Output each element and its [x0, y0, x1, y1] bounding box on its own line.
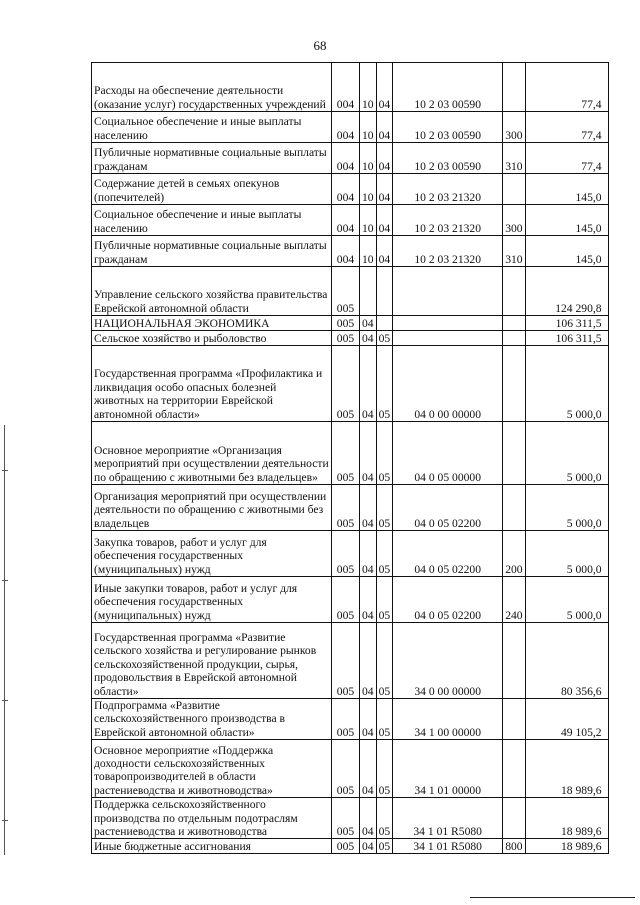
table-row: [92, 740, 609, 798]
row-section: 04: [360, 316, 377, 331]
row-section: 10: [360, 143, 377, 174]
row-section: 04: [360, 699, 377, 740]
row-amount: 145,0: [525, 205, 608, 236]
table-row: [92, 316, 609, 331]
row-amount: 145,0: [525, 174, 608, 205]
table-row: [92, 143, 609, 174]
row-subsection: 05: [376, 531, 393, 577]
row-name: Управление сельского хозяйства правительства Еврейской автономной области: [92, 267, 332, 316]
row-ministry: 004: [332, 63, 360, 112]
row-amount: 77,4: [525, 112, 608, 143]
table-row: [92, 205, 609, 236]
row-target-code: 10 2 03 21320: [393, 205, 503, 236]
row-name: Государственная программа «Профилактика и ликвидация особо опасных болезней животных на территории Еврейской автономной области»: [92, 346, 332, 422]
row-subsection: 05: [376, 798, 393, 839]
row-target-code: 04 0 05 02200: [393, 485, 503, 531]
row-expense-type: [503, 699, 525, 740]
table-row: [92, 346, 609, 422]
row-subsection: 05: [376, 346, 393, 422]
row-target-code: 04 0 00 00000: [393, 346, 503, 422]
row-name: Организация мероприятий при осуществлении деятельности по обращению с животными без владельцев: [92, 485, 332, 531]
row-ministry: 005: [332, 577, 360, 623]
table-row: [92, 174, 609, 205]
row-amount: 5 000,0: [525, 346, 608, 422]
row-name: Государственная программа «Развитие сельского хозяйства и регулирование рынков сельскохозяйственной продукции, сырья, продовольствия в Еврейской автономной области»: [92, 623, 332, 699]
row-target-code: 34 1 01 R5080: [393, 798, 503, 839]
row-expense-type: [503, 174, 525, 205]
row-amount: 5 000,0: [525, 577, 608, 623]
row-target-code: [393, 316, 503, 331]
row-section: 10: [360, 205, 377, 236]
row-ministry: 005: [332, 699, 360, 740]
row-target-code: 10 2 03 00590: [393, 143, 503, 174]
row-target-code: 10 2 03 21320: [393, 236, 503, 267]
row-target-code: 34 1 00 00000: [393, 699, 503, 740]
row-expense-type: 240: [503, 577, 525, 623]
row-amount: 77,4: [525, 63, 608, 112]
row-expense-type: [503, 267, 525, 316]
row-subsection: [376, 267, 393, 316]
row-section: 10: [360, 236, 377, 267]
row-amount: 145,0: [525, 236, 608, 267]
row-name: Поддержка сельскохозяйственного производства по отдельным подотраслям растениеводства и животноводства: [92, 798, 332, 839]
left-margin-tick: [2, 820, 8, 821]
row-section: 04: [360, 531, 377, 577]
row-ministry: 005: [332, 422, 360, 485]
row-name: Подпрограмма «Развитие сельскохозяйственного производства в Еврейской автономной области»: [92, 699, 332, 740]
row-ministry: 005: [332, 531, 360, 577]
row-ministry: 005: [332, 798, 360, 839]
table-row: [92, 267, 609, 316]
table-row: [92, 699, 609, 740]
row-ministry: 004: [332, 143, 360, 174]
row-amount: 18 989,6: [525, 798, 608, 839]
row-amount: 106 311,5: [525, 331, 608, 346]
row-subsection: 05: [376, 740, 393, 798]
row-name: Содержание детей в семьях опекунов (попечителей): [92, 174, 332, 205]
row-expense-type: 310: [503, 236, 525, 267]
table-row: [92, 839, 609, 854]
row-amount: 124 290,8: [525, 267, 608, 316]
row-target-code: [393, 331, 503, 346]
row-target-code: 10 2 03 21320: [393, 174, 503, 205]
row-subsection: 05: [376, 699, 393, 740]
row-name: Основное мероприятие «Организация мероприятий при осуществлении деятельности по обращению с животными без владельцев»: [92, 422, 332, 485]
row-name: Публичные нормативные социальные выплаты гражданам: [92, 143, 332, 174]
budget-table: [91, 62, 609, 854]
row-amount: 5 000,0: [525, 485, 608, 531]
left-margin-tick: [2, 700, 8, 701]
table-row: [92, 577, 609, 623]
left-margin-line: [4, 425, 5, 855]
row-expense-type: [503, 316, 525, 331]
row-expense-type: 200: [503, 531, 525, 577]
table-row: [92, 798, 609, 839]
row-section: 04: [360, 798, 377, 839]
row-name: Сельское хозяйство и рыболовство: [92, 331, 332, 346]
row-amount: 5 000,0: [525, 531, 608, 577]
row-amount: 49 105,2: [525, 699, 608, 740]
row-subsection: 04: [376, 63, 393, 112]
row-section: 04: [360, 346, 377, 422]
row-name: Основное мероприятие «Поддержка доходности сельскохозяйственных товаропроизводителей в области растениеводства и животноводства»: [92, 740, 332, 798]
table-row: [92, 531, 609, 577]
row-expense-type: [503, 485, 525, 531]
row-section: 04: [360, 740, 377, 798]
page-number: 68: [313, 38, 327, 53]
row-subsection: 04: [376, 174, 393, 205]
table-row: [92, 236, 609, 267]
table-row: [92, 623, 609, 699]
row-target-code: 34 1 01 R5080: [393, 839, 503, 854]
row-section: 04: [360, 485, 377, 531]
row-section: 04: [360, 422, 377, 485]
row-subsection: 05: [376, 422, 393, 485]
row-name: Публичные нормативные социальные выплаты гражданам: [92, 236, 332, 267]
row-name: НАЦИОНАЛЬНАЯ ЭКОНОМИКА: [92, 316, 332, 331]
row-ministry: 005: [332, 346, 360, 422]
row-amount: 18 989,6: [525, 839, 608, 854]
row-ministry: 005: [332, 839, 360, 854]
row-expense-type: [503, 740, 525, 798]
row-expense-type: 300: [503, 112, 525, 143]
row-expense-type: [503, 63, 525, 112]
row-section: 04: [360, 623, 377, 699]
row-section: 04: [360, 839, 377, 854]
row-subsection: 05: [376, 331, 393, 346]
table-row: [92, 63, 609, 112]
row-ministry: 005: [332, 485, 360, 531]
row-subsection: 05: [376, 577, 393, 623]
row-name: Иные закупки товаров, работ и услуг для обеспечения государственных (муниципальных) нужд: [92, 577, 332, 623]
row-section: [360, 267, 377, 316]
row-target-code: 04 0 05 02200: [393, 531, 503, 577]
row-subsection: 05: [376, 839, 393, 854]
row-target-code: 04 0 05 02200: [393, 577, 503, 623]
row-section: 10: [360, 174, 377, 205]
row-ministry: 004: [332, 112, 360, 143]
row-name: Иные бюджетные ассигнования: [92, 839, 332, 854]
row-target-code: 34 1 01 00000: [393, 740, 503, 798]
row-target-code: 10 2 03 00590: [393, 63, 503, 112]
row-name: Закупка товаров, работ и услуг для обеспечения государственных (муниципальных) нужд: [92, 531, 332, 577]
row-ministry: 004: [332, 174, 360, 205]
row-expense-type: 310: [503, 143, 525, 174]
row-expense-type: [503, 346, 525, 422]
table-row: [92, 112, 609, 143]
row-name: Социальное обеспечение и иные выплаты населению: [92, 205, 332, 236]
row-expense-type: [503, 623, 525, 699]
row-subsection: 04: [376, 236, 393, 267]
row-ministry: 004: [332, 236, 360, 267]
left-margin-tick: [2, 580, 8, 581]
row-ministry: 005: [332, 267, 360, 316]
row-expense-type: [503, 798, 525, 839]
row-target-code: 34 0 00 00000: [393, 623, 503, 699]
row-expense-type: 800: [503, 839, 525, 854]
table-row: [92, 422, 609, 485]
table-row: [92, 485, 609, 531]
row-subsection: [376, 316, 393, 331]
row-expense-type: 300: [503, 205, 525, 236]
row-target-code: 04 0 05 00000: [393, 422, 503, 485]
row-amount: 80 356,6: [525, 623, 608, 699]
table-row: [92, 331, 609, 346]
row-amount: 77,4: [525, 143, 608, 174]
row-amount: 5 000,0: [525, 422, 608, 485]
row-name: Расходы на обеспечение деятельности (оказание услуг) государственных учреждений: [92, 63, 332, 112]
row-target-code: 10 2 03 00590: [393, 112, 503, 143]
row-expense-type: [503, 422, 525, 485]
row-subsection: 04: [376, 112, 393, 143]
row-subsection: 04: [376, 205, 393, 236]
row-amount: 106 311,5: [525, 316, 608, 331]
row-target-code: [393, 267, 503, 316]
row-amount: 18 989,6: [525, 740, 608, 798]
left-margin-tick: [2, 470, 8, 471]
row-ministry: 005: [332, 740, 360, 798]
row-section: 10: [360, 63, 377, 112]
row-ministry: 005: [332, 316, 360, 331]
row-section: 10: [360, 112, 377, 143]
row-subsection: 04: [376, 143, 393, 174]
row-ministry: 005: [332, 331, 360, 346]
row-name: Социальное обеспечение и иные выплаты населению: [92, 112, 332, 143]
row-subsection: 05: [376, 485, 393, 531]
row-section: 04: [360, 331, 377, 346]
row-ministry: 004: [332, 205, 360, 236]
row-section: 04: [360, 577, 377, 623]
row-expense-type: [503, 331, 525, 346]
bottom-rule: [470, 897, 635, 898]
row-ministry: 005: [332, 623, 360, 699]
row-subsection: 05: [376, 623, 393, 699]
